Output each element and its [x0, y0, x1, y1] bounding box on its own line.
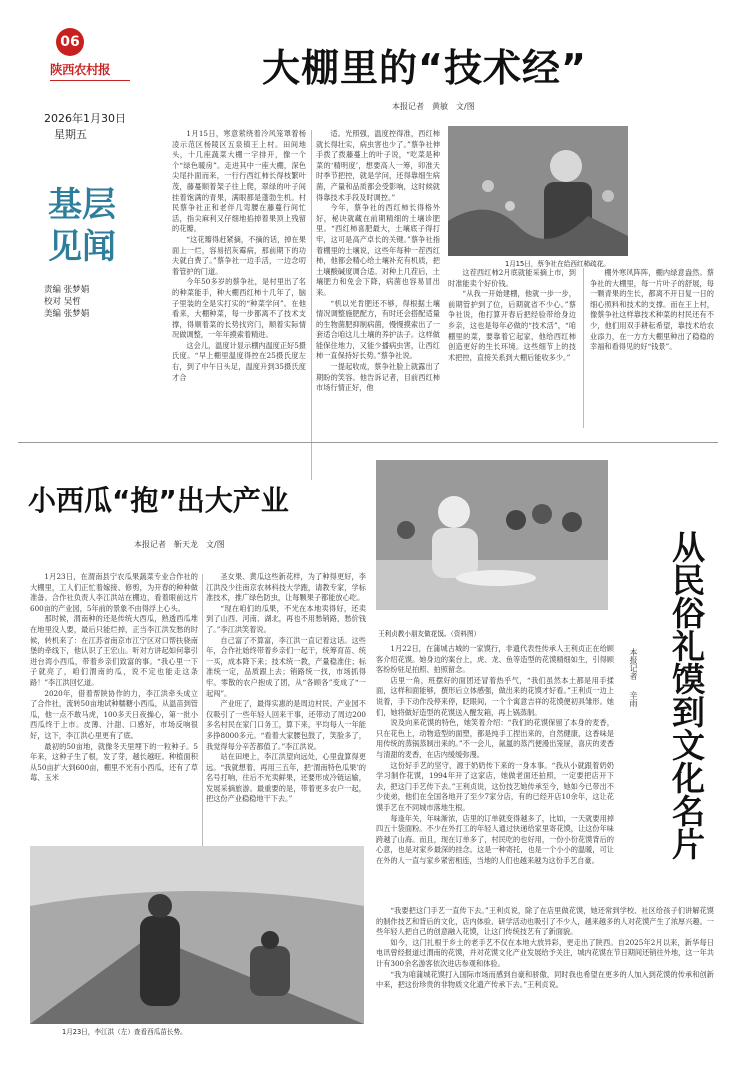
editor-credit: 责编 张梦娟 — [44, 285, 90, 295]
paragraph: 每逢年关，年味渐浓，店里的订单就变得越多了，比如，一天就要用掉四五十袋面粉。不少在外打工的年轻人通过快递给家里寄花馍，让这份年味跨越了山海。而且，现在订单多了，村民吃的也好用，一份小份花馍背后的心意，也是对家乡最深的挂念。这是一种寄托，也是一个小小的温暖，可让在外的人一直与家乡紧密相连，当地的人们也越来越为这份手艺自豪。 — [376, 813, 614, 865]
paragraph: 2020年，借着帮陕协作的力，李江洪牵头成立了合作社，流转50亩地试种糯糖小西瓜，从温苗到管瓜，他一点不敢马虎，100多天日夜操心，第一批小西瓜终于上市。皮薄、汁甜、口感好，市场反响很好，这下，李江洪心里更有了底。 — [30, 688, 198, 740]
paragraph: 1月22日，在蒲城古城的一家馍行，非遗代表性传承人王利贞正在给顾客介绍花馍。她身边的案台上，虎、龙、鱼等造型的花馍精细如生，引得顾客纷纷驻足拍照、拍照留念。 — [376, 644, 614, 675]
paragraph: 站在田埂上，李江洪望向远处，心里盘算得更远。“我就想着，再用三五年，把‘渭南特色瓜果’的名号打响，往后不光卖鲜果，还要形成冷链运输，发展采摘旅游。最重要的是，带着更多农户一起，把这份产业稳稳地干下去。” — [206, 752, 366, 804]
article3-byline-label: 本报记者 — [629, 648, 638, 680]
paragraph: 产业旺了，最得实惠的是周边村民。产业园不仅吸引了一些年轻人回来干事，还带动了周边200多名村民在家门口务工，算下来，平均每人一年能多挣8000多元。“看着大家腰包鼓了，笑脸多了，我觉得每分辛苦都值了。”李江洪说。 — [206, 699, 366, 751]
section-title — [48, 184, 120, 268]
paragraph: “机以光肯肥还不够，得根据土壤情况调整施肥配方，有时还会搭配适量的生物菌肥抑制病菌，慢慢摸索出了一套适合咱这儿土壤的养护法子。这样做能保住地力，又能少播病虫害，让西红柿一直保持好长势。”蔡争社说。 — [316, 298, 440, 361]
article3-body-bottom — [376, 906, 714, 1056]
paragraph: 最初的50亩地，就像冬天里埋下的一粒种子。5年来，这种子生了根，发了芽，越长越旺。种植面积从50亩扩大到600亩，棚里不光有小西瓜，还有了草莓、玉米 — [30, 741, 198, 783]
paragraph: 圣女果、黄瓜这些新花样，为了种得更好，李江洪没少往南京农林科技大学跑，请教专家，学标准技术，推广绿色防虫，让每颗果子都能放心吃。 — [206, 572, 366, 603]
flower-bun-class-photo-icon — [376, 460, 608, 610]
paragraph: 今年50多岁的蔡争社，是村里出了名的种菜能手，种大棚西红柿十几年了，脑子里装的全是实打实的“种菜学问”。在他看来，大棚种菜，每一步都离不了技术支撑，得顺着菜的长势找窍门，顺着实际情况做调整，一年年摸索着精进。 — [172, 277, 306, 340]
article1-photo-caption: 1月15日，蔡争社在给西红柿疏花。 — [505, 260, 610, 268]
article2-byline: 本报记者 靳天龙 文/图 — [134, 540, 225, 549]
article3-photo-caption: 王利贞教小朋友做花馍。（资料图） — [378, 630, 481, 638]
paragraph: 这份好手艺的坚守，源于奶奶传下来的一身本事。“我从小就跟着奶奶学习制作花馍，1994年开了这家店，她做老面还拍照，一定要把店开下去，把这门手艺传下去。”王利贞说，这份技艺她传承至今，她如今已带出不少徒弟，他们在全国各地开了至少7家分店，有的已经开店10余年，这让花馍手艺在不同城市落地生根。 — [376, 760, 614, 812]
paragraph: 棚外寒风阵阵，棚内绿意盎然。蔡争社的大棚里，每一片叶子的舒展，每一颗青果的生长，都离不开日复一日的细心照料和技术的支撑。而在王上村，像蔡争社这样靠技术种菜的村民还有不少，他们用双手耕耘希望，靠技术给农业添力，在一方方大棚里种出了稳稳的幸福和看得见的好“钱景”。 — [590, 268, 714, 352]
paragraph: 适。光照强，温度控得准，西红柿就长得壮实，病虫害也少了。”蔡争社伸手拨了拨藤蔓上的叶子说，“吃菜是种菜的‘精明度’，想要高人一筹，卯准天时季节把控，就是学问，还得靠细生病菌，产量和品质都会受影响，这时候就得靠技术手段及时调控。” — [316, 129, 440, 202]
section-title-line2: 见闻 — [48, 227, 116, 267]
article1-column-4 — [590, 268, 714, 428]
article2-photo — [30, 846, 364, 1024]
paragraph: 这会儿，温度计显示棚内温度正好5摄氏度。“早上棚里温度得控在25摄氏度左右，到了中午日头足，温度升到35摄氏度才合 — [172, 340, 306, 382]
article1-column-3 — [448, 268, 576, 428]
article3-photo — [376, 460, 608, 610]
page-number-badge: 06 — [56, 28, 84, 56]
paragraph: “从我一开始建棚，他就一步一步，前期管护到了位，后期就省不少心。”蔡争社说，他打算开春后把经验带给身边乡亲，这也是每年必做的“技术活”，“咱棚里的菜，要靠着它起家，他给西红柿创造更好的生长环境。这些细节上的技术把控，直接关系到大棚后能收多少。” — [448, 289, 576, 362]
paragraph: 店里一角，班摆好的面团还冒着热乎气，“我们虽然本土都是用手揉面，这样和面能够，撰形后立体感强，做出来的花馍才好看。”王利贞一边上说着，手下动作没停来停，眨眼间，一个个寓意吉祥的花馍便初具雏形。她们，她将做好造型的花馍送入醒发箱，再上锅蒸制。 — [376, 675, 614, 717]
article3-byline-name: 辛雨 — [629, 690, 638, 707]
article1-headline: 大棚里的“技术经” — [262, 46, 587, 90]
issue-weekday: 星期五 — [54, 128, 87, 141]
article1-byline: 本报记者 黄敏 文/图 — [392, 102, 475, 111]
paragraph: 说及向来花馍的特色，她笑着介绍：“我们的花馍保留了本身的麦香，只在花色上，动物造型的面塑，都是纯手工捏出来的，自然健康，这香味是用传统的蒸锅蒸制出来的。”不一会儿，氤氲的蒸汽便漫出笼屉，喜庆的麦香与清甜的麦香，在店内缓缓弥漫。 — [376, 718, 614, 759]
editor-credits — [44, 284, 89, 320]
paragraph: 1月15日，寒意萦绕着冷风笼罩着杨凌示范区杨陵区五泉镇王上村。田间地头，十几座蔬菜大棚一字排开，像一个个“绿色暖房”。走进其中一座大棚，深色尖尾扑面而来，一行行西红柿长得枝繁叶茂，藤蔓顺着架子往上爬，翠绿的叶子间挂着饱满的青果，满眼都是蓬勃生机。村民蔡争社正和老伴几弯腰在藤蔓行间忙活，指尖麻利又仔细地掐掉着果顶上残留的花瓣。 — [172, 129, 306, 234]
section-title-line1: 基层 — [48, 185, 116, 225]
paper-name: 陕西农村报 — [50, 62, 111, 77]
article3-body-top — [376, 644, 614, 904]
column-divider — [583, 268, 584, 428]
section-separator — [18, 442, 718, 443]
greenhouse-photo-icon — [448, 126, 628, 256]
issue-date: 2026年1月30日 — [44, 112, 126, 125]
article1-column-2 — [316, 129, 440, 481]
article1-column-1 — [172, 129, 306, 481]
article2-headline: 小西瓜“抱”出大产业 — [28, 484, 289, 517]
article3-byline — [628, 648, 639, 707]
paragraph: “这花瓣得赶紧摘，不摘的话，掉在果面上一烂，容易招灰霉病，那前期下的功夫就白费了。”蔡争社一边手活，一边念叨着管护的门道。 — [172, 234, 306, 276]
editor-credit: 美编 张梦娟 — [44, 309, 90, 319]
paragraph: 1月23日，在渭南县宁农瓜果蔬菜专业合作社的大棚里，工人们正忙着嫁接、修剪，为开春的种种做准备。合作社负责人李江洪站在棚边，看着眼前这片600亩的产业园，5年前的景象不由得浮上心头。 — [30, 572, 198, 613]
article2-photo-caption: 1月23日，李江洪（左）查看西瓜苗长势。 — [62, 1028, 187, 1036]
paragraph: “现在咱们的瓜果，不光在本地卖得好，还卖到了山西、河南、湖北，再也不用愁销路，愁价钱了。”李江洪笑着说。 — [206, 603, 366, 634]
paragraph: 那时候，渭南种的还是传统大西瓜，熟透西瓜堆在地里没人要，最后只能烂掉，正当李江洪发愁的时候，转机来了：在江苏省南京市江宁区对口帮扶骁南堡的牵线下，他认识了王宏山。听对方讲起如何靠引进台湾小西瓜，带着乡亲们致富的事。“我心里一下子就亮了，咱们渭南的瓜，说不定也能走这条路！”李江洪回忆道。 — [30, 614, 198, 687]
paragraph: 这茬西红柿2月底就能采摘上市，到时准能卖个好价钱。 — [448, 268, 576, 288]
paragraph: “我要把这门手艺一直传下去。”王利贞说，除了在店里做花馍，她还常到学校、社区给孩子们讲解花馍的制作技艺和背后的文化，店内体验、研学活动也吸引了不少人，越来越多的人对花馍产生了浓厚兴趣。一些年轻人把自己的创意融入花馍，让这门传统技艺有了新面貌。 — [376, 906, 714, 937]
article1-photo — [448, 126, 628, 256]
greenhouse-field-photo-icon — [30, 846, 364, 1024]
paragraph: 一提起收成，蔡争社脸上就露出了期盼的笑容。他告诉记者，目前西红柿市场行情正好，他 — [316, 362, 440, 393]
paragraph: “我为咱蒲城花馍打入国际市场而感到自豪和骄傲，同时我也希望在更多的人加入到花馍的传承和创新中来，把这份珍贵的非物质文化遗产传承下去。”王利贞说。 — [376, 969, 714, 990]
paper-name-rule — [50, 80, 130, 81]
column-divider — [311, 130, 312, 480]
paragraph: 如今，这门扎根于乡土的老手艺不仅在本地大放异彩，更走出了陕西。自2025年2月以来，新华每日电讯曾经报道过渭南的花馍，并对花馍文化产业发展给予关注，城内花馍在节日期间还销往外地，这一年共计有300余名游客依次进店参观和体验。 — [376, 937, 714, 968]
paragraph: 今年，蔡争社的西红柿长得格外好，秘诀就藏在前期精细的土壤诊肥里。“西红柿喜肥最大，土壤底子得打牢，这可是高产卓长的关键。”蔡争社指着棚里的土壤说，这些年每种一茬西红柿，他都会精心给土壤补充有机质，把土壤酸碱度调合适。对种上几茬后，土壤肥力和免会下降，病菌也容易冒出来。 — [316, 203, 440, 297]
article3-headline: 从民俗礼馍到文化名片 — [667, 530, 706, 860]
paragraph: 自己富了不算富，李江洪一直记着这话。这些年，合作社始终带着乡亲们一起干，统筹育苗、统一买，成本降下来；技术统一教，产量稳准住；标准统一定，品质跟上去；销路统一找，市场抓得牢。零散的农户抱成了团，从“各顾各”变成了“一起闯”。 — [206, 635, 366, 698]
editor-credit: 校对 吴哲 — [44, 297, 81, 307]
